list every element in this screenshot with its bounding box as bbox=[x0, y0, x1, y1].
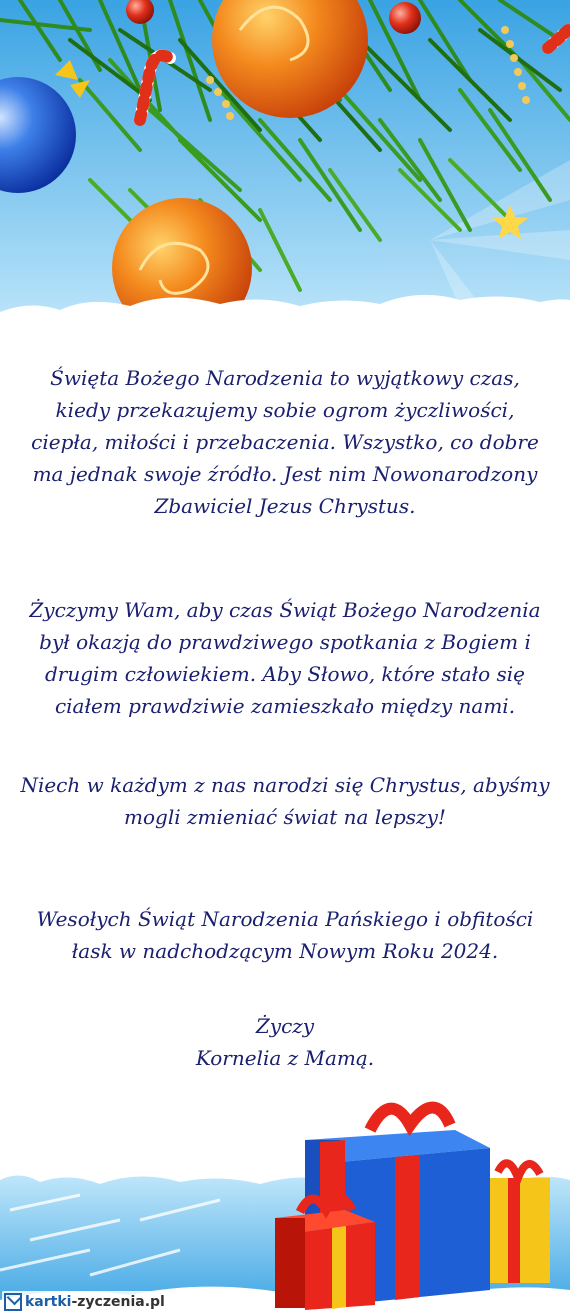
site-watermark[interactable] bbox=[2, 1291, 169, 1313]
gift-boxes-illustration bbox=[0, 1100, 570, 1315]
signature: Kornelia z Mamą. bbox=[195, 1046, 375, 1070]
greeting-paragraph-3: Niech w każdym z nas narodzi się Chrystus, abyśmy mogli zmieniać świat na lepszy! bbox=[20, 773, 550, 829]
red-bauble bbox=[389, 2, 421, 34]
wishes-from-label: Życzy bbox=[255, 1014, 315, 1038]
greeting-paragraph-4: Wesołych Świąt Narodzenia Pańskiego i obfitości łask w nadchodzącym Nowym Roku 2024. bbox=[36, 907, 534, 963]
christmas-tree-header bbox=[0, 0, 570, 330]
watermark-part-1: kartki bbox=[25, 1294, 72, 1310]
christmas-branches-illustration bbox=[0, 0, 570, 330]
gifts-footer bbox=[0, 1100, 570, 1315]
watermark-part-2: -zyczenia.pl bbox=[71, 1294, 165, 1310]
greeting-paragraph-2: Życzymy Wam, aby czas Świąt Bożego Narodzenia był okazją do prawdziwego spotkania z Bogiem i drugim człowiekiem. Aby Słowo, które stało się ciałem prawdziwie zamieszkało między nami. bbox=[29, 598, 541, 718]
pencil-check-icon bbox=[4, 1293, 22, 1311]
greeting-paragraph-1: Święta Bożego Narodzenia to wyjątkowy czas, kiedy przekazujemy sobie ogrom życzliwości, ciepła, miłości i przebaczenia. Wszystko, co dobre ma jednak swoje źródło. Jest nim Nowonarodzony Zbawiciel Jezus Chrystus. bbox=[31, 366, 539, 518]
